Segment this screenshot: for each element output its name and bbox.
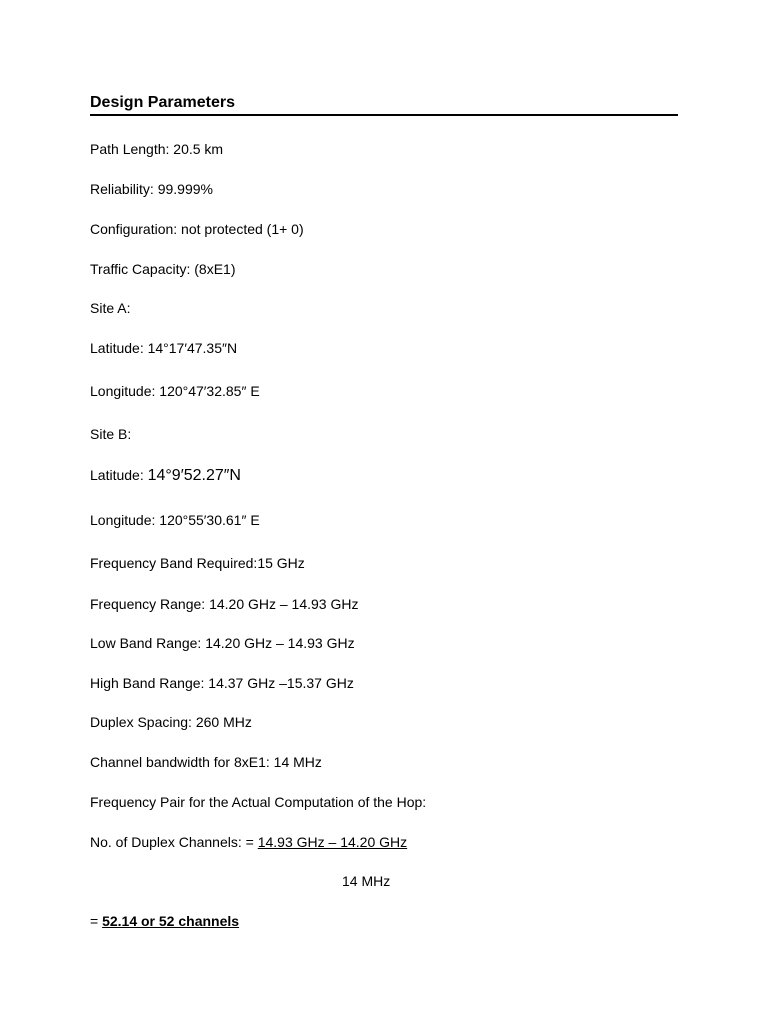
frequency-band-line: Frequency Band Required:15 GHz	[90, 555, 305, 571]
channel-bandwidth-line: Channel bandwidth for 8xE1: 14 MHz	[90, 754, 322, 770]
result-line	[90, 913, 239, 930]
frequency-range-line: Frequency Range: 14.20 GHz – 14.93 GHz	[90, 596, 359, 612]
duplex-denominator: 14 MHz	[342, 873, 391, 889]
high-band-range-line: High Band Range: 14.37 GHz –15.37 GHz	[90, 675, 354, 691]
frequency-pair-line: Frequency Pair for the Actual Computation of the Hop:	[90, 794, 427, 810]
result-value: 52.14 or 52 channels	[102, 913, 240, 929]
duplex-spacing-line: Duplex Spacing: 260 MHz	[90, 714, 252, 730]
section-heading: Design Parameters	[90, 93, 678, 116]
duplex-channels-line	[90, 834, 407, 851]
site-b-latitude-line	[90, 467, 241, 484]
duplex-channels-label: No. of Duplex Channels: =	[90, 834, 258, 850]
traffic-capacity-line: Traffic Capacity: (8xE1)	[90, 261, 236, 277]
duplex-numerator: 14.93 GHz – 14.20 GHz	[257, 834, 408, 850]
reliability-line: Reliability: 99.999%	[90, 181, 213, 197]
site-b-latitude-label: Latitude:	[90, 467, 148, 483]
site-a-label: Site A:	[90, 300, 131, 316]
site-a-longitude-line: Longitude: 120°47′32.85″ E	[90, 383, 260, 399]
low-band-range-line: Low Band Range: 14.20 GHz – 14.93 GHz	[90, 635, 355, 651]
result-prefix: =	[90, 913, 103, 929]
site-b-longitude-line: Longitude: 120°55′30.61″ E	[90, 512, 260, 528]
configuration-line: Configuration: not protected (1+ 0)	[90, 221, 304, 237]
site-b-latitude-value: 14°9′52.27″N	[147, 467, 241, 484]
path-length-line: Path Length: 20.5 km	[90, 141, 224, 157]
site-a-latitude-line: Latitude: 14°17′47.35″N	[90, 340, 238, 356]
site-b-label: Site B:	[90, 426, 132, 442]
